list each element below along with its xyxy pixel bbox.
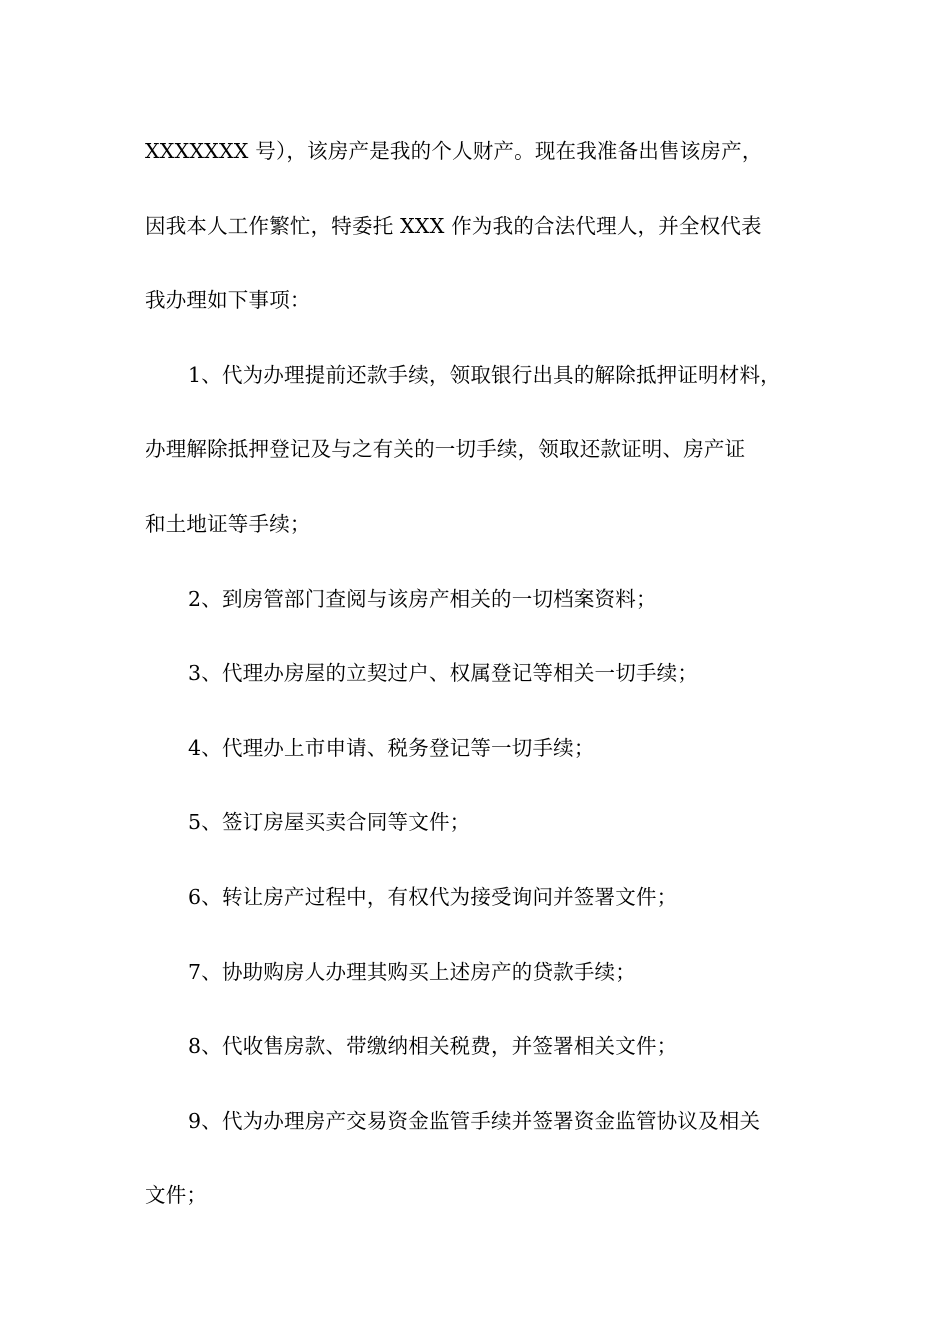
list-item-9: 9、代为办理房产交易资金监管手续并签署资金监管协议及相关 <box>188 1108 761 1133</box>
list-item-3: 3、代理办房屋的立契过户、权属登记等相关一切手续； <box>188 661 699 686</box>
paragraph-line: 我办理如下事项： <box>145 288 311 313</box>
list-item-1-continuation: 办理解除抵押登记及与之有关的一切手续，领取还款证明、房产证 <box>145 437 746 462</box>
paragraph-line: 因我本人工作繁忙，特委托 XXX 作为我的合法代理人，并全权代表 <box>145 213 762 238</box>
list-item-8: 8、代收售房款、带缴纳相关税费，并签署相关文件； <box>188 1034 678 1059</box>
list-item-6: 6、转让房产过程中，有权代为接受询问并签署文件； <box>188 884 678 909</box>
list-item-2: 2、到房管部门查阅与该房产相关的一切档案资料； <box>188 586 657 611</box>
list-item-4: 4、代理办上市申请、税务登记等一切手续； <box>188 735 595 760</box>
paragraph-line: XXXXXXX 号），该房产是我的个人财产。现在我准备出售该房产， <box>145 139 763 163</box>
list-item-1-continuation: 和土地证等手续； <box>145 511 311 536</box>
document-body <box>145 133 815 1252</box>
list-item-7: 7、协助购房人办理其购买上述房产的贷款手续； <box>188 959 636 984</box>
list-item-9-continuation: 文件； <box>145 1183 208 1208</box>
list-item-5: 5、签订房屋买卖合同等文件； <box>188 810 471 835</box>
list-item-1: 1、代为办理提前还款手续，领取银行出具的解除抵押证明材料， <box>188 362 781 387</box>
